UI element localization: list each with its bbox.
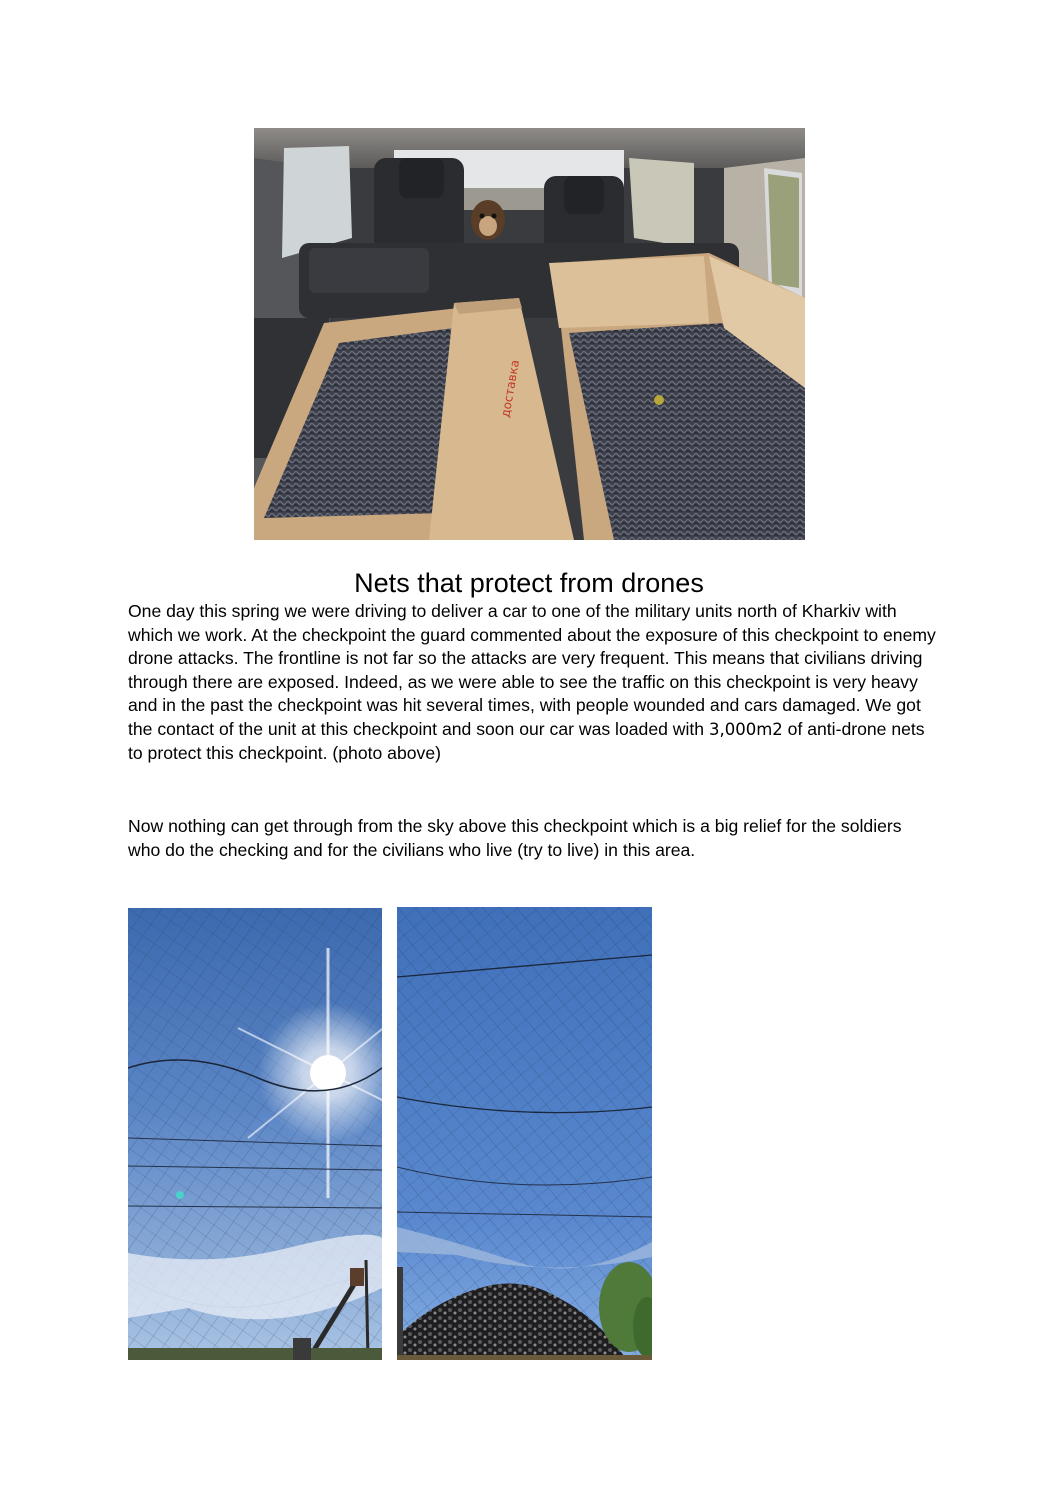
net-overhead-tires-image	[397, 907, 652, 1360]
net-overhead-tires-photo	[397, 907, 652, 1360]
paragraph-1-text-start: One day this spring we were driving to deliver a car to one of the military units north of Kharkiv with which we work. At the checkpoint the guard commented about the exposure of this checkpoint to enemy drone attacks. The frontline is not far so the attacks are very frequent. This means that civilians driving through there are exposed. Indeed, as we were able to see the traffic on this checkpoint is very heavy and in the past the checkpoint was hit several times, with people wounded and cars damaged. We got the contact of the unit at this checkpoint and soon our car was loaded with	[128, 601, 936, 739]
article-paragraph-2: Now nothing can get through from the sky above this checkpoint which is a big relief for the soldiers who do the checking and for the civilians who live (try to live) in this area.	[128, 816, 902, 860]
net-overhead-sun-image	[128, 908, 382, 1360]
box-label-text: доставка	[498, 358, 523, 419]
article-paragraph-1	[128, 600, 938, 765]
car-trunk-nets-photo	[254, 128, 805, 540]
car-trunk-nets-image	[254, 128, 805, 540]
net-overhead-sun-photo	[128, 908, 382, 1360]
article-title: Nets that protect from drones	[354, 568, 704, 598]
net-area-amount: 3,000m2	[708, 719, 783, 739]
paragraph-1-text-end: of anti-drone nets to protect this checkpoint. (photo above)	[128, 718, 925, 763]
